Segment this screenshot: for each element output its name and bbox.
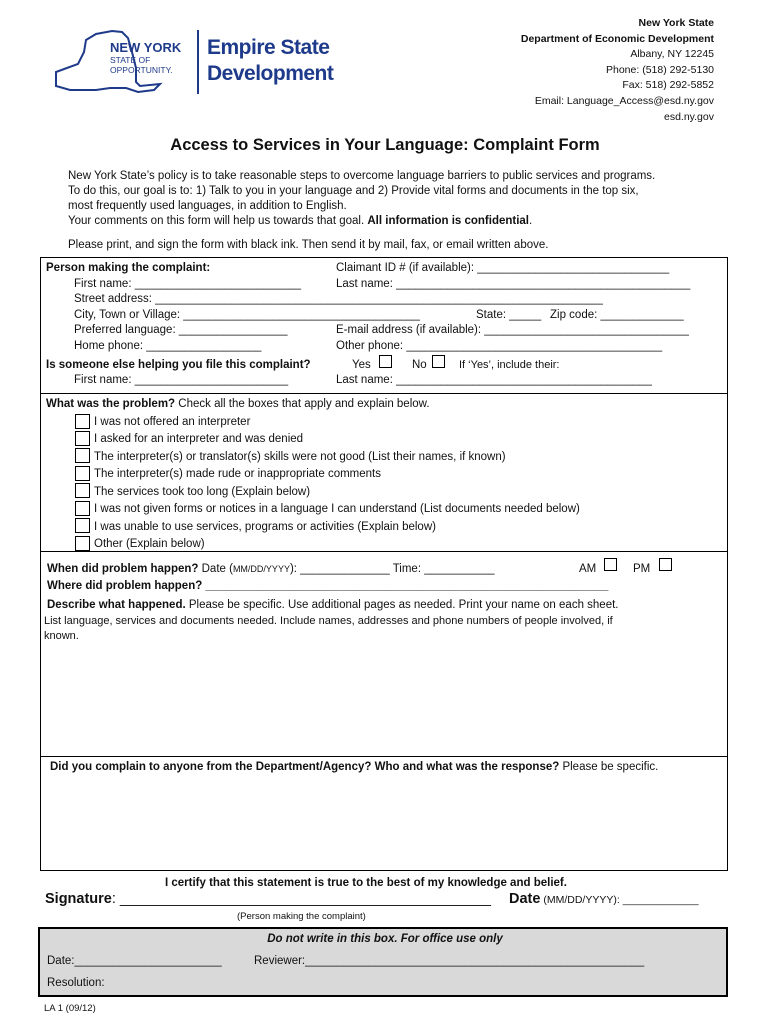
other-phone-field[interactable]: Other phone: ________________________________________	[336, 340, 663, 352]
office-use-heading: Do not write in this box. For office use only	[267, 933, 503, 945]
when-date-time-fields[interactable]: ): ______________ Time: ___________	[289, 563, 495, 575]
helper-last-name-field[interactable]: Last name: ________________________________________	[336, 374, 652, 386]
street-address-field[interactable]: Street address: ______________________________________________________________________	[74, 293, 603, 305]
logo-ny-line2: STATE OF	[110, 55, 151, 65]
problem-option-7: I was unable to use services, programs or activities (Explain below)	[94, 521, 436, 533]
department-question: Did you complain to anyone from the Department/Agency? Who and what was the response?	[50, 761, 560, 773]
date-label: Date	[509, 891, 541, 907]
helper-no-checkbox[interactable]	[432, 355, 445, 368]
date-format-line[interactable]: (MM/DD/YYYY): _____________	[540, 894, 699, 906]
no-label: No	[412, 359, 427, 371]
office-date-field[interactable]: Date:_______________________	[47, 955, 222, 967]
problem-checkbox-5[interactable]	[75, 483, 90, 498]
preferred-language-field[interactable]: Preferred language: _________________	[74, 324, 288, 336]
confidential-notice: All information is confidential	[367, 215, 530, 227]
home-phone-field[interactable]: Home phone: __________________	[74, 340, 262, 352]
when-date-label: Date (	[198, 563, 233, 575]
first-name-field[interactable]: First name: __________________________	[74, 278, 301, 290]
section2-top-border	[40, 393, 728, 394]
pm-label: PM	[633, 563, 651, 575]
section4-bottom-border	[40, 870, 728, 871]
section2-right-border	[727, 393, 728, 552]
intro-period: .	[529, 215, 533, 227]
problem-option-2: I asked for an interpreter and was denied	[94, 433, 304, 445]
section3-right-border	[727, 551, 728, 757]
problem-checkbox-7[interactable]	[75, 518, 90, 533]
agency-state: New York State	[638, 17, 714, 29]
logo-esd-line2: Development	[207, 62, 334, 85]
problem-checkbox-3[interactable]	[75, 448, 90, 463]
zip-code-field[interactable]: Zip code: _____________	[550, 309, 684, 321]
helper-yes-checkbox[interactable]	[379, 355, 392, 368]
pm-checkbox[interactable]	[659, 558, 672, 571]
state-field[interactable]: State: _____	[476, 309, 542, 321]
section1-top-border	[40, 257, 728, 258]
section4-right-border	[727, 756, 728, 871]
when-date-format: MM/DD/YYYY	[232, 564, 290, 574]
section2-bottom-border	[40, 551, 728, 552]
signature-row[interactable]	[45, 891, 491, 907]
form-id: LA 1 (09/12)	[44, 1003, 96, 1014]
where-field[interactable]: Where did problem happen? _______________________________________________________________	[47, 580, 609, 592]
signature-note: (Person making the complaint)	[237, 911, 366, 922]
describe-instruction: Please be specific. Use additional pages as needed. Print your name on each sheet.	[185, 599, 619, 611]
page-title: Access to Services in Your Language: Complaint Form	[170, 136, 600, 154]
logo-divider	[197, 30, 199, 94]
logo-ny-line1: NEW YORK	[110, 40, 182, 55]
logo-esd-line1: Empire State	[207, 36, 330, 59]
when-label: When did problem happen?	[47, 563, 199, 575]
problem-option-6: I was not given forms or notices in a language I can understand (List documents needed below)	[94, 503, 580, 515]
department-instruction: Please be specific.	[559, 761, 659, 773]
list-instruction-line2: known.	[44, 630, 79, 642]
if-yes-note: If ‘Yes’, include their:	[459, 359, 560, 371]
intro-line-1: New York State’s policy is to take reasonable steps to overcome language barriers to public services and programs.	[68, 170, 656, 182]
department-answer-area[interactable]	[41, 778, 727, 868]
problem-option-1: I was not offered an interpreter	[94, 416, 251, 428]
describe-row	[47, 599, 619, 611]
section2-left-border	[40, 393, 41, 552]
department-row	[50, 761, 658, 773]
yes-label: Yes	[352, 359, 371, 371]
signature-line[interactable]: : ______________________________________________	[111, 891, 491, 907]
problem-option-3: The interpreter(s) or translator(s) skills were not good (List their names, if known)	[94, 451, 506, 463]
helper-first-name-field[interactable]: First name: ________________________	[74, 374, 289, 386]
agency-phone: Phone: (518) 292-5130	[606, 63, 714, 76]
problem-heading-row	[46, 398, 430, 410]
problem-option-4: The interpreter(s) made rude or inappropriate comments	[94, 468, 381, 480]
intro-line-2: To do this, our goal is to: 1) Talk to you in your language and 2) Provide vital forms and documents in the top six,	[68, 185, 639, 197]
intro-goal-text: Your comments on this form will help us towards that goal.	[68, 215, 368, 227]
problem-option-8: Other (Explain below)	[94, 538, 205, 550]
section1-right-border	[727, 257, 728, 394]
list-instruction-line1: List language, services and documents needed. Include names, addresses and phone numbers of people involved, if	[44, 615, 613, 627]
intro-line-3: most frequently used languages, in addition to English.	[68, 200, 347, 212]
problem-instruction: Check all the boxes that apply and explain below.	[175, 398, 430, 410]
problem-checkbox-1[interactable]	[75, 414, 90, 429]
certify-statement: I certify that this statement is true to the best of my knowledge and belief.	[165, 877, 567, 889]
am-label: AM	[579, 563, 597, 575]
when-row	[47, 563, 495, 575]
section3-bottom-border	[40, 756, 728, 757]
problem-checkbox-6[interactable]	[75, 501, 90, 516]
agency-address	[521, 16, 714, 125]
ny-state-logo	[50, 28, 195, 98]
agency-city: Albany, NY 12245	[630, 48, 714, 61]
office-reviewer-field[interactable]: Reviewer:_____________________________________________________	[254, 955, 645, 967]
last-name-field[interactable]: Last name: ______________________________________________	[336, 278, 691, 290]
am-checkbox[interactable]	[604, 558, 617, 571]
section1-left-border	[40, 257, 41, 394]
agency-email[interactable]: Email: Language_Access@esd.ny.gov	[534, 94, 714, 107]
complainant-heading: Person making the complaint:	[46, 262, 211, 274]
problem-option-5: The services took too long (Explain below)	[94, 486, 311, 498]
email-field[interactable]: E-mail address (if available): ________________________________	[336, 324, 689, 336]
problem-checkbox-8[interactable]	[75, 536, 90, 551]
agency-fax: Fax: 518) 292-5852	[622, 79, 714, 92]
problem-checkbox-2[interactable]	[75, 431, 90, 446]
agency-department: Department of Economic Development	[520, 32, 714, 45]
signature-label: Signature	[45, 891, 112, 907]
problem-checkbox-4[interactable]	[75, 466, 90, 481]
logo-ny-line3: OPPORTUNITY.	[110, 65, 173, 75]
describe-label: Describe what happened.	[47, 599, 186, 611]
city-field[interactable]: City, Town or Village: _____________________________________	[74, 309, 420, 321]
describe-answer-area[interactable]	[41, 645, 727, 755]
claimant-id-field[interactable]: Claimant ID # (if available): ______________________________	[336, 262, 670, 274]
problem-heading: What was the problem?	[46, 398, 176, 410]
office-resolution-field[interactable]: Resolution:	[47, 977, 105, 989]
intro-line-4	[68, 215, 532, 227]
date-row[interactable]	[509, 891, 699, 907]
agency-web[interactable]: esd.ny.gov	[663, 110, 714, 123]
helper-question: Is someone else helping you file this complaint?	[46, 359, 311, 371]
intro-instructions: Please print, and sign the form with black ink. Then send it by mail, fax, or email written above.	[68, 239, 549, 251]
